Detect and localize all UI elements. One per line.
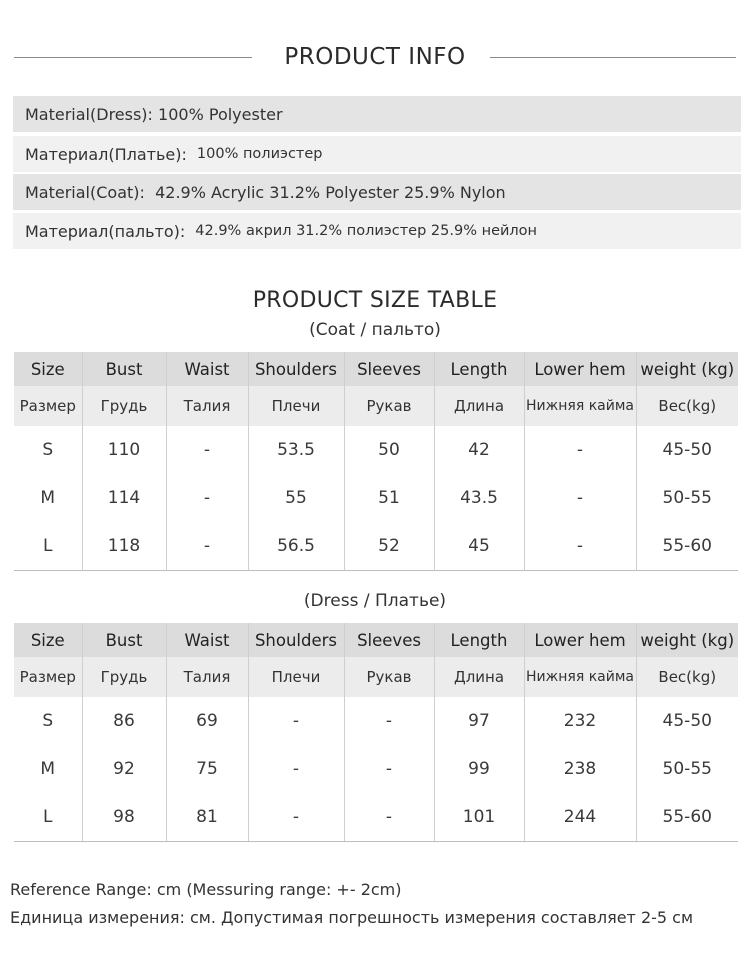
table-cell: L — [14, 522, 82, 571]
table-cell: M — [14, 745, 82, 793]
material-value: 42.9% Acrylic 31.2% Polyester 25.9% Nylon — [155, 182, 506, 202]
table-cell: 43.5 — [434, 474, 524, 522]
table-cell: - — [524, 474, 636, 522]
table-cell: 92 — [82, 745, 166, 793]
reference-range-ru: Единица измерения: см. Допустимая погрешность измерения составляет 2-5 см — [10, 908, 694, 927]
table-cell: 52 — [344, 522, 434, 571]
header-cell: Вес(kg) — [636, 657, 738, 697]
table-cell: 42 — [434, 426, 524, 474]
header-cell: Length — [434, 352, 524, 386]
table-cell: - — [524, 426, 636, 474]
table-row — [14, 474, 738, 522]
header-cell: Bust — [82, 623, 166, 657]
header-cell: Размер — [14, 386, 82, 426]
table-cell: 50-55 — [662, 488, 712, 508]
table-cell: 75 — [166, 745, 248, 793]
table-cell: 97 — [434, 697, 524, 745]
material-label: Материал(пальто): — [25, 221, 186, 241]
dress-subtitle: (Dress / Платье) — [303, 591, 447, 611]
coat-size-table — [14, 352, 738, 571]
table-cell: 86 — [82, 697, 166, 745]
table-cell: - — [524, 522, 636, 571]
table-cell: 81 — [166, 793, 248, 842]
header-cell: Рукав — [344, 657, 434, 697]
table-row — [14, 793, 738, 842]
title-divider-left — [14, 57, 252, 58]
header-cell: Рукав — [344, 386, 434, 426]
table-cell: - — [248, 793, 344, 842]
header-cell: weight (kg) — [636, 623, 738, 657]
header-cell: Длина — [434, 657, 524, 697]
table-header-en — [14, 623, 738, 657]
table-cell: S — [14, 426, 82, 474]
table-cell: 99 — [434, 745, 524, 793]
table-cell: L — [14, 793, 82, 842]
product-info-header — [0, 40, 750, 80]
table-row — [14, 426, 738, 474]
table-cell: 56.5 — [248, 522, 344, 571]
material-row-dress-ru — [13, 136, 741, 172]
table-cell: 51 — [344, 474, 434, 522]
table-cell: 98 — [82, 793, 166, 842]
header-cell: Lower hem — [524, 352, 636, 386]
size-table-title: PRODUCT SIZE TABLE — [252, 288, 498, 313]
material-label: Материал(Платье): — [25, 144, 187, 164]
table-row — [14, 697, 738, 745]
coat-subtitle: (Coat / пальто) — [309, 320, 441, 340]
table-cell: 114 — [82, 474, 166, 522]
header-cell: Bust — [82, 352, 166, 386]
table-cell: - — [166, 522, 248, 571]
table-cell: 55-60 — [636, 793, 738, 842]
table-cell: 118 — [82, 522, 166, 571]
reference-range-en: Reference Range: cm (Messuring range: +- 2cm) — [10, 880, 402, 899]
header-cell: Длина — [434, 386, 524, 426]
material-row-dress-en — [13, 96, 741, 132]
table-row — [14, 522, 738, 571]
header-cell: Плечи — [248, 386, 344, 426]
table-cell: - — [344, 793, 434, 842]
table-header-en — [14, 352, 738, 386]
header-cell: Нижняя кайма — [524, 657, 636, 697]
table-cell: 53.5 — [248, 426, 344, 474]
page-title: PRODUCT INFO — [284, 44, 466, 70]
header-cell: Sleeves — [344, 623, 434, 657]
header-cell: Shoulders — [248, 623, 344, 657]
table-cell: - — [166, 426, 248, 474]
table-cell: 244 — [524, 793, 636, 842]
table-cell: M — [14, 474, 82, 522]
header-cell: Вес(kg) — [636, 386, 738, 426]
table-cell: 45 — [434, 522, 524, 571]
header-cell: Waist — [166, 623, 248, 657]
header-cell: Shoulders — [248, 352, 344, 386]
material-label: Material(Coat): — [25, 182, 145, 202]
header-cell: Length — [434, 623, 524, 657]
header-cell: Грудь — [82, 657, 166, 697]
table-row — [14, 745, 738, 793]
table-cell: - — [248, 697, 344, 745]
dress-size-table — [14, 623, 738, 842]
table-header-ru — [14, 657, 738, 697]
header-cell: Плечи — [248, 657, 344, 697]
material-value: 100% полиэстер — [196, 146, 323, 162]
header-cell: weight (kg) — [636, 352, 738, 386]
table-cell: - — [344, 697, 434, 745]
table-cell: 69 — [166, 697, 248, 745]
table-cell: 101 — [434, 793, 524, 842]
table-cell: 45-50 — [662, 711, 712, 731]
table-cell: 45-50 — [662, 440, 712, 460]
table-cell: 50-55 — [662, 759, 712, 779]
table-cell: 232 — [524, 697, 636, 745]
material-row-coat-ru — [13, 213, 741, 249]
header-cell: Нижняя кайма — [524, 386, 636, 426]
material-value: 42.9% акрил 31.2% полиэстер 25.9% нейлон — [195, 223, 538, 239]
table-cell: 55-60 — [636, 522, 738, 571]
table-cell: - — [344, 745, 434, 793]
table-cell: - — [166, 474, 248, 522]
material-row-coat-en — [13, 174, 741, 210]
header-cell: Размер — [14, 657, 82, 697]
table-cell: 238 — [524, 745, 636, 793]
title-divider-right — [490, 57, 736, 58]
material-label: Material(Dress): — [25, 104, 153, 124]
header-cell: Sleeves — [344, 352, 434, 386]
header-cell: Талия — [166, 657, 248, 697]
table-cell: 50 — [344, 426, 434, 474]
header-cell: Waist — [166, 352, 248, 386]
table-header-ru — [14, 386, 738, 426]
header-cell: Size — [14, 623, 82, 657]
table-cell: 55 — [248, 474, 344, 522]
table-cell: - — [248, 745, 344, 793]
material-value: 100% Polyester — [158, 104, 283, 124]
table-cell: 110 — [82, 426, 166, 474]
header-cell: Size — [14, 352, 82, 386]
table-cell: S — [14, 697, 82, 745]
header-cell: Грудь — [82, 386, 166, 426]
header-cell: Lower hem — [524, 623, 636, 657]
header-cell: Талия — [166, 386, 248, 426]
